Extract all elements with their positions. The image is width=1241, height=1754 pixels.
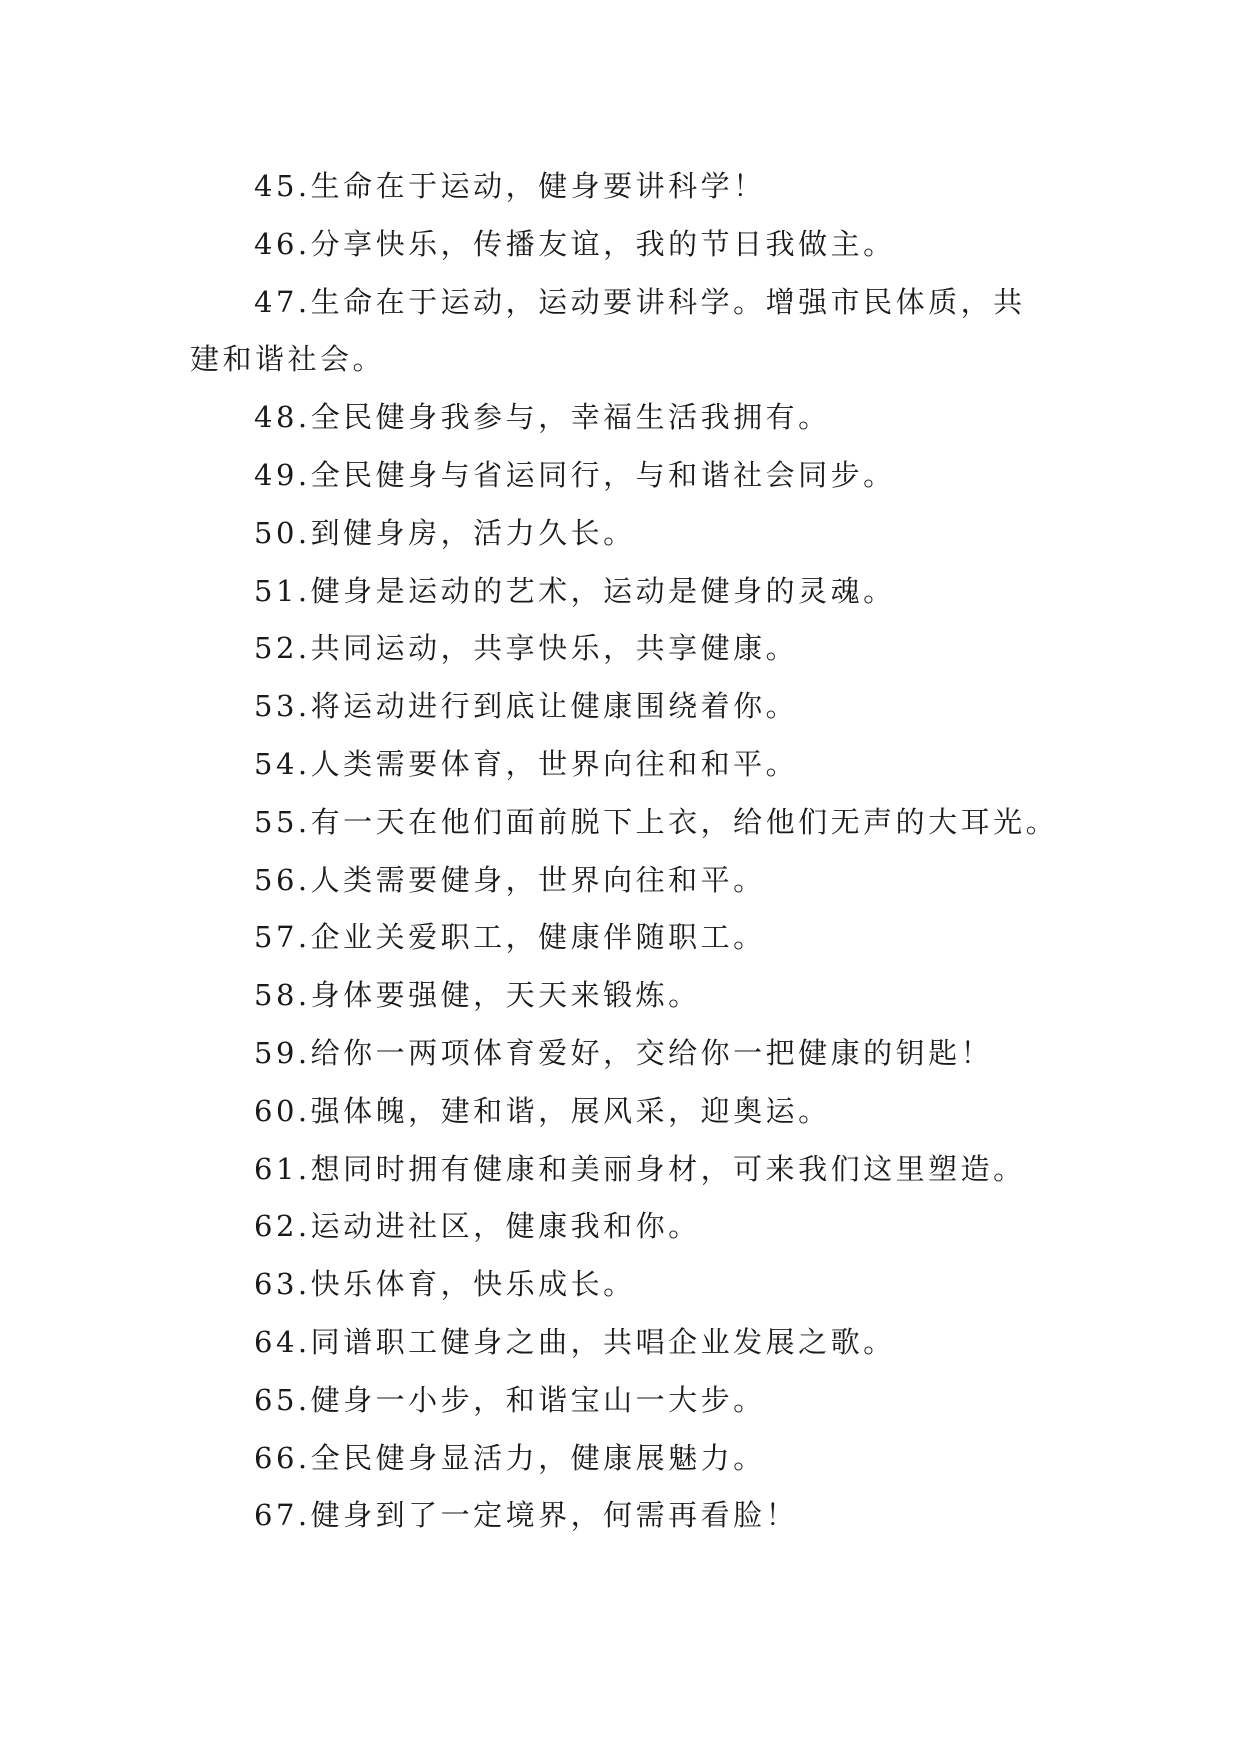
list-item: 58.身体要强健，天天来锻炼。	[254, 978, 701, 1013]
list-item: 61.想同时拥有健康和美丽身材，可来我们这里塑造。	[254, 1151, 1026, 1186]
list-item: 64.同谱职工健身之曲，共唱企业发展之歌。	[254, 1324, 896, 1359]
list-item: 56.人类需要健身，世界向往和平。	[254, 862, 766, 897]
list-item: 62.运动进社区，健康我和你。	[254, 1209, 701, 1244]
list-item: 66.全民健身显活力，健康展魅力。	[254, 1440, 766, 1475]
list-item: 63.快乐体育，快乐成长。	[254, 1267, 636, 1302]
list-item: 60.强体魄，建和谐，展风采，迎奥运。	[254, 1093, 831, 1128]
slogan-list	[190, 158, 1060, 1545]
list-item: 46.分享快乐，传播友谊，我的节日我做主。	[254, 226, 896, 261]
list-item: 51.健身是运动的艺术，运动是健身的灵魂。	[254, 573, 896, 608]
list-item: 65.健身一小步，和谐宝山一大步。	[254, 1382, 766, 1417]
list-item: 57.企业关爱职工，健康伴随职工。	[254, 920, 766, 955]
list-item-continuation: 建和谐社会。	[190, 342, 386, 377]
list-item: 45.生命在于运动，健身要讲科学！	[254, 169, 766, 203]
list-item: 53.将运动进行到底让健康围绕着你。	[254, 689, 799, 724]
list-item: 50.到健身房，活力久长。	[254, 515, 636, 550]
list-item: 52.共同运动，共享快乐，共享健康。	[254, 631, 799, 666]
list-item: 55.有一天在他们面前脱下上衣，给他们无声的大耳光。	[254, 804, 1059, 839]
list-item: 48.全民健身我参与，幸福生活我拥有。	[254, 400, 831, 435]
list-item: 54.人类需要体育，世界向往和和平。	[254, 746, 799, 781]
list-item: 67.健身到了一定境界，何需再看脸！	[254, 1498, 799, 1533]
list-item: 47.生命在于运动，运动要讲科学。增强市民体质，共	[254, 284, 1026, 319]
list-item: 59.给你一两项体育爱好，交给你一把健康的钥匙！	[254, 1035, 994, 1070]
list-item: 49.全民健身与省运同行，与和谐社会同步。	[254, 457, 896, 492]
